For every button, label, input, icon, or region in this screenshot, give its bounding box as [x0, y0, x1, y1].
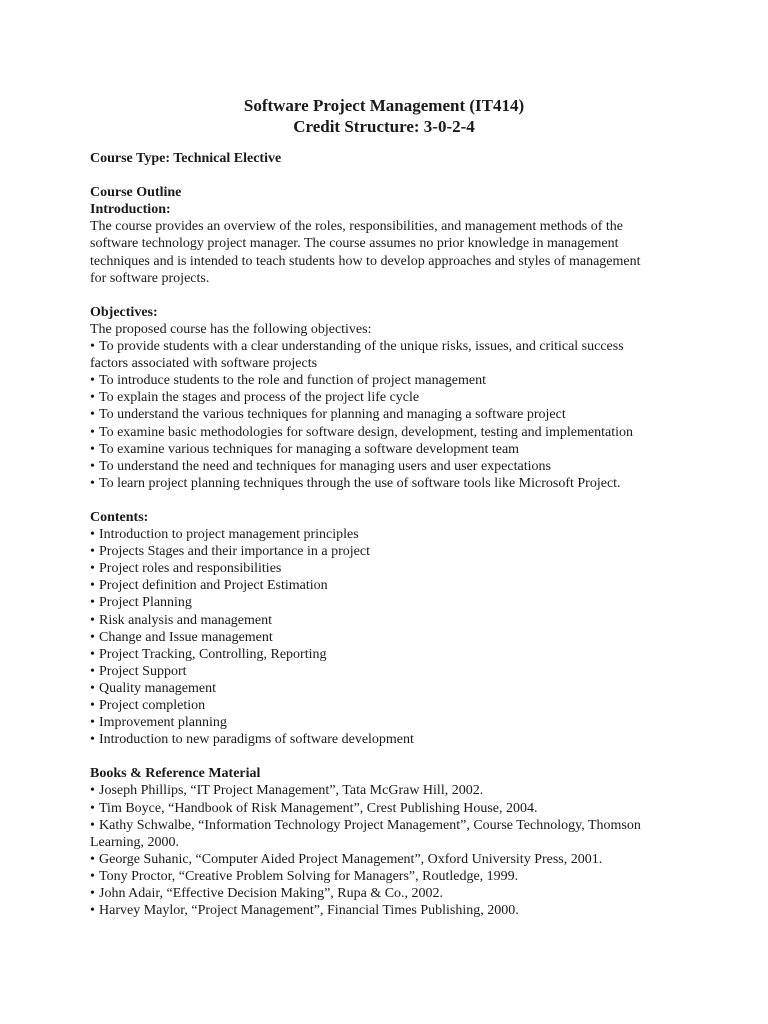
- bullet-marker: •: [90, 903, 95, 919]
- list-item: [90, 885, 680, 902]
- document-body: [90, 150, 680, 919]
- content-text: Improvement planning: [99, 715, 227, 731]
- list-item: [90, 697, 680, 714]
- content-text: Risk analysis and management: [99, 612, 273, 628]
- credit-structure: Credit Structure: 3-0-2-4: [293, 117, 475, 136]
- list-item: [90, 800, 680, 817]
- list-item: [90, 526, 680, 543]
- list-item: [90, 543, 680, 560]
- list-item: [90, 577, 680, 594]
- list-item: [90, 372, 680, 389]
- bullet-marker: •: [90, 732, 95, 748]
- list-item: [90, 731, 680, 748]
- bullet-marker: •: [90, 544, 95, 560]
- list-item: [90, 594, 680, 611]
- course-type: Course Type: Technical Elective: [90, 151, 282, 166]
- content-text: Quality management: [99, 680, 217, 696]
- contents-heading: Contents:: [90, 509, 149, 525]
- bullet-marker: •: [90, 715, 95, 731]
- content-text: Change and Issue management: [99, 629, 273, 645]
- list-item: [90, 406, 680, 423]
- spacer: [90, 748, 680, 765]
- content-text: Project completion: [99, 698, 206, 713]
- bullet-marker: •: [90, 441, 95, 457]
- bullet-marker: •: [90, 339, 95, 355]
- objectives-list: [90, 338, 680, 492]
- bullet-marker: •: [90, 851, 95, 867]
- bullet-marker: •: [90, 817, 95, 833]
- objective-text: To introduce students to the role and function of project management: [99, 373, 487, 389]
- bullet-marker: •: [90, 663, 95, 679]
- intro-line: The course provides an overview of the roles, responsibilities, and management methods of the: [90, 219, 624, 235]
- list-item: [90, 902, 680, 919]
- bullet-marker: •: [90, 390, 95, 406]
- list-item: [90, 851, 680, 868]
- bullet-marker: •: [90, 561, 95, 577]
- book-text: Kathy Schwalbe, “Information Technology Project Management”, Course Technology, Thomson: [99, 817, 641, 833]
- list-item: [90, 629, 680, 646]
- page-title: Software Project Management (IT414): [243, 96, 525, 115]
- bullet-marker: •: [90, 458, 95, 474]
- bullet-marker: •: [90, 629, 95, 645]
- list-item: [90, 560, 680, 577]
- spacer: [90, 167, 680, 184]
- bullet-marker: •: [90, 800, 95, 816]
- list-item: [90, 612, 680, 629]
- list-item: [90, 680, 680, 697]
- list-item-continuation: [90, 834, 680, 851]
- spacer: [90, 492, 680, 509]
- intro-line: techniques and is intended to teach students how to develop approaches and styles of management: [90, 253, 641, 269]
- intro-line: for software projects.: [90, 270, 210, 286]
- objectives-intro: The proposed course has the following objectives:: [90, 321, 372, 337]
- list-item: [90, 441, 680, 458]
- objective-text: To examine basic methodologies for software design, development, testing and implementation: [99, 424, 633, 440]
- title-block: [0, 95, 768, 137]
- book-text: Tim Boyce, “Handbook of Risk Management”, Crest Publishing House, 2004.: [99, 800, 538, 816]
- bullet-marker: •: [90, 868, 95, 884]
- bullet-marker: •: [90, 612, 95, 628]
- contents-list: [90, 526, 680, 748]
- bullet-marker: •: [90, 475, 95, 491]
- bullet-marker: •: [90, 527, 95, 543]
- objective-text: To examine various techniques for managing a software development team: [99, 441, 520, 457]
- content-text: Project Planning: [99, 595, 192, 611]
- book-text: Tony Proctor, “Creative Problem Solving for Managers”, Routledge, 1999.: [99, 868, 519, 884]
- book-text: Harvey Maylor, “Project Management”, Financial Times Publishing, 2000.: [99, 903, 519, 919]
- objectives-heading: Objectives:: [90, 304, 158, 320]
- list-item: [90, 424, 680, 441]
- list-item: [90, 646, 680, 663]
- objective-text: To provide students with a clear understanding of the unique risks, issues, and critical success: [99, 339, 624, 355]
- list-item: [90, 868, 680, 885]
- introduction-heading: Introduction:: [90, 202, 171, 218]
- objective-text: factors associated with software projects: [90, 356, 318, 372]
- bullet-marker: •: [90, 783, 95, 799]
- content-text: Project definition and Project Estimation: [99, 578, 328, 594]
- course-outline-heading: Course Outline: [90, 185, 182, 201]
- objective-text: To understand the need and techniques for managing users and user expectations: [99, 458, 551, 474]
- content-text: Project Tracking, Controlling, Reporting: [99, 646, 327, 662]
- book-text: George Suhanic, “Computer Aided Project Management”, Oxford University Press, 2001.: [99, 851, 603, 867]
- book-text: Learning, 2000.: [90, 834, 180, 850]
- bullet-marker: •: [90, 578, 95, 594]
- content-text: Introduction to new paradigms of software development: [99, 732, 414, 748]
- bullet-marker: •: [90, 424, 95, 440]
- list-item: [90, 817, 680, 834]
- list-item: [90, 458, 680, 475]
- intro-line: software technology project manager. The course assumes no prior knowledge in management: [90, 236, 619, 252]
- list-item: [90, 389, 680, 406]
- bullet-marker: •: [90, 886, 95, 902]
- bullet-marker: •: [90, 373, 95, 389]
- content-text: Projects Stages and their importance in a project: [99, 544, 370, 560]
- book-text: Joseph Phillips, “IT Project Management”, Tata McGraw Hill, 2002.: [99, 783, 484, 799]
- list-item-continuation: [90, 355, 680, 372]
- list-item: [90, 782, 680, 799]
- books-heading: Books & Reference Material: [90, 766, 261, 782]
- content-text: Project roles and responsibilities: [99, 561, 282, 577]
- bullet-marker: •: [90, 698, 95, 713]
- books-list: [90, 782, 680, 919]
- book-text: John Adair, “Effective Decision Making”, Rupa & Co., 2002.: [99, 886, 444, 902]
- list-item: [90, 663, 680, 680]
- bullet-marker: •: [90, 680, 95, 696]
- spacer: [90, 287, 680, 304]
- list-item: [90, 714, 680, 731]
- objective-text: To understand the various techniques for planning and managing a software project: [99, 407, 566, 423]
- bullet-marker: •: [90, 646, 95, 662]
- list-item: [90, 475, 680, 492]
- content-text: Introduction to project management principles: [99, 527, 359, 543]
- bullet-marker: •: [90, 407, 95, 423]
- objective-text: To learn project planning techniques through the use of software tools like Microsoft Project.: [99, 475, 621, 491]
- content-text: Project Support: [99, 663, 187, 679]
- objective-text: To explain the stages and process of the project life cycle: [99, 390, 420, 406]
- list-item: [90, 338, 680, 355]
- bullet-marker: •: [90, 595, 95, 611]
